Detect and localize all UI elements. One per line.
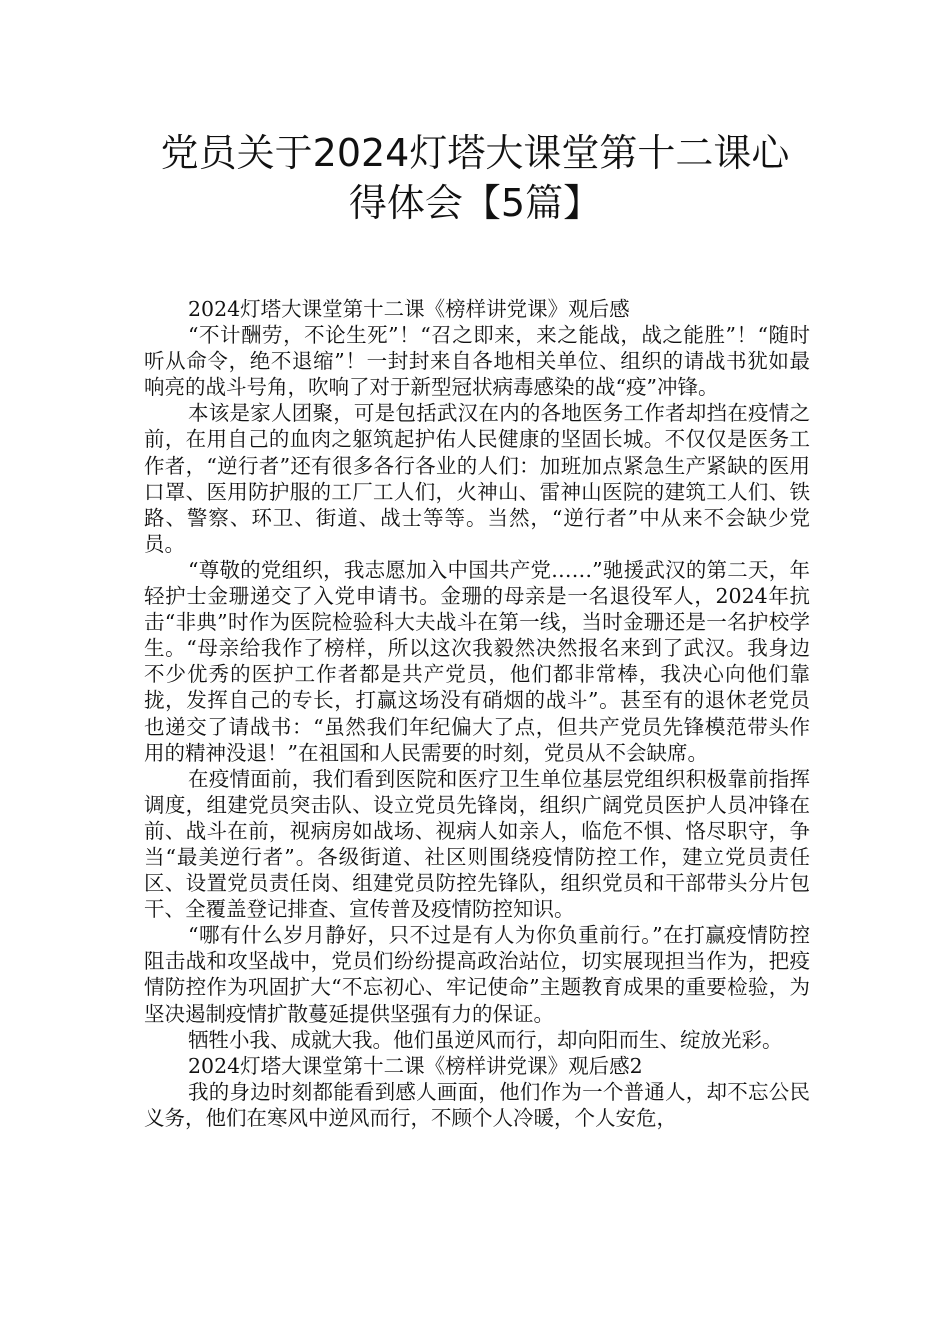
section-heading-1: 2024灯塔大课堂第十二课《榜样讲党课》观后感 (188, 297, 630, 321)
title-line-2: 得体会【5篇】 (348, 181, 602, 225)
paragraph: “不计酬劳，不论生死”！“召之即来，来之能战，战之能胜”！“随时听从命令，绝不退缩”！一封封来自各地相关单位、组织的请战书犹如最响亮的战斗号角，吹响了对于新型冠状病毒感染的战“疫”冲锋。 (144, 323, 810, 400)
paragraph: 本该是家人团聚，可是包括武汉在内的各地医务工作者却挡在疫情之前，在用自己的血肉之躯筑起护佑人民健康的坚固长城。不仅仅是医务工作者，“逆行者”还有很多各行各业的人们：加班加点紧急生产紧缺的医用口罩、医用防护服的工厂工人们，火神山、雷神山医院的建筑工人们、铁路、警察、环卫、街道、战士等等。当然，“逆行者”中从来不会缺少党员。 (144, 401, 810, 556)
paragraph: 在疫情面前，我们看到医院和医疗卫生单位基层党组织积极靠前指挥调度，组建党员突击队、设立党员先锋岗，组织广阔党员医护人员冲锋在前、战斗在前，视病房如战场、视病人如亲人，临危不惧、恪尽职守，争当“最美逆行者”。各级街道、社区则围绕疫情防控工作，建立党员责任区、设置党员责任岗、组建党员防控先锋队，组织党员和干部带头分片包干、全覆盖登记排查、宣传普及疫情防控知识。 (144, 766, 810, 922)
section-heading-2: 2024灯塔大课堂第十二课《榜样讲党课》观后感2 (188, 1053, 643, 1078)
document-body (144, 296, 810, 1131)
document-title (120, 128, 830, 228)
title-line-1: 党员关于2024灯塔大课堂第十二课心 (160, 131, 790, 175)
paragraph: “尊敬的党组织，我志愿加入中国共产党……”驰援武汉的第二天，年轻护士金珊递交了入党申请书。金珊的母亲是一名退役军人，2024年抗击“非典”时作为医院检验科大夫战斗在第一线，当时金珊还是一名护校学生。“母亲给我作了榜样，所以这次我毅然决然报名来到了武汉。我身边不少优秀的医护工作者都是共产党员，他们都非常棒，我决心向他们靠拢，发挥自己的专长，打赢这场没有硝烟的战斗”。甚至有的退休老党员也递交了请战书：“虽然我们年纪偏大了点，但共产党员先锋模范带头作用的精神没退！”在祖国和人民需要的时刻，党员从不会缺席。 (144, 557, 810, 765)
paragraph: “哪有什么岁月静好，只不过是有人为你负重前行。”在打赢疫情防控阻击战和攻坚战中，党员们纷纷提高政治站位，切实展现担当作为，把疫情防控作为巩固扩大“不忘初心、牢记使命”主题教育成果的重要检验，为坚决遏制疫情扩散蔓延提供坚强有力的保证。 (144, 923, 810, 1026)
paragraph: 我的身边时刻都能看到感人画面，他们作为一个普通人，却不忘公民义务，他们在寒风中逆风而行，不顾个人冷暖，个人安危， (144, 1079, 810, 1130)
paragraph: 牺牲小我、成就大我。他们虽逆风而行，却向阳而生、绽放光彩。 (188, 1027, 783, 1052)
